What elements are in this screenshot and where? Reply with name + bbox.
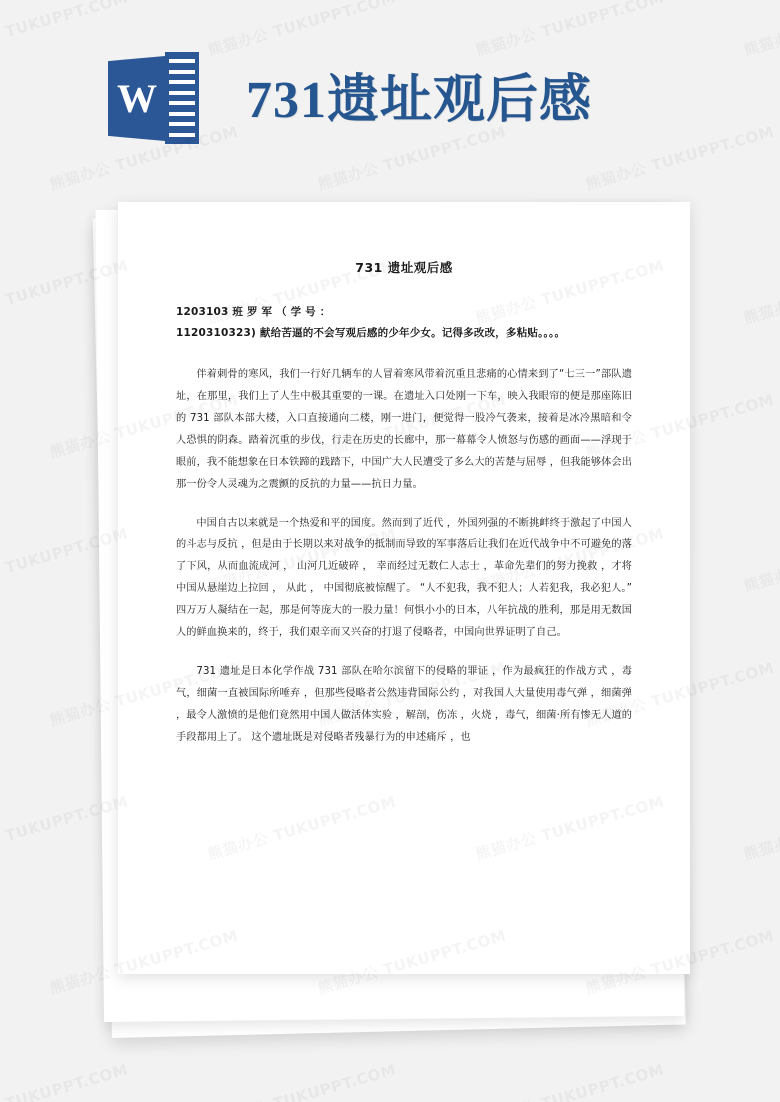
document-paragraph: 伴着刺骨的寒风，我们一行好几辆车的人冒着寒风带着沉重且悲痛的心情来到了“七三一”部队遗址，在那里，我们上了人生中极其重要的一课。在遗址入口处刚一下车，映入我眼帘的便是那座陈旧的 731 部队本部大楼，入口直接通向二楼，刚一进门，便觉得一股冷气袭来，接着是冰冷黑暗和令人恐惧的阴森。踏着沉重的步伐，行走在历史的长廊中，那一幕幕令人愤怒与伤感的画面——浮现于眼前，我不能想象在日本铁蹄的践踏下，中国广大人民遭受了多么大的苦楚与屈辱 ，但我能够体会出那一份令人灵魂为之震颤的反抗的力量——抗日力量。 xyxy=(176,369,632,490)
watermark-text xyxy=(741,523,780,597)
doc-line xyxy=(169,80,195,84)
watermark-text xyxy=(741,1059,780,1102)
watermark-text xyxy=(741,791,780,865)
document-title: 731 遗址观后感 xyxy=(355,260,453,275)
watermark-text xyxy=(473,1059,666,1102)
document-paragraph: 中国自古以来就是一个热爱和平的国度。然而到了近代 ，外国列强的不断挑衅终于激起了中国人的斗志与反抗 ，但是由于长期以来对战争的抵制而导致的军事落后让我们在近代战争中不可避免的落了下风，从而血流成河 ， 山河几近破碎 ， 幸而经过无数仁人志士 ，革命先辈们的努力挽救 ，才将中国从悬崖边上拉回 ， 从此 ， 中国彻底被惊醒了。 “人不犯我，我不犯人；人若犯我，我必犯人。” 四万万人凝结在一起，那是何等庞大的一股力量！何惧小小的日本，八年抗战的胜利，那是用无数国人的鲜血换来的，终于，我们艰辛而又兴奋的打退了侵略者，中国向世界证明了自己。 xyxy=(176,517,632,639)
document-body xyxy=(118,202,690,749)
watermark-text xyxy=(741,255,780,329)
doc-line xyxy=(169,122,195,126)
word-icon-letter: W xyxy=(117,75,156,121)
doc-line xyxy=(169,133,195,137)
doc-line xyxy=(169,101,195,105)
doc-line xyxy=(169,112,195,116)
byline-line-1: 1203103 班 罗 军 （ 学 号 ： xyxy=(176,306,331,318)
byline-line-2: 1120310323) 献给苦逼的不会写观后感的少年少女。记得多改改，多粘贴。。。。 xyxy=(176,327,566,339)
doc-line xyxy=(169,70,195,74)
word-icon-document-lines xyxy=(165,52,199,144)
watermark-text xyxy=(0,1059,130,1102)
page-title: 731遗址观后感 xyxy=(246,72,593,129)
document-paragraph: 731 遗址是日本化学作战 731 部队在哈尔滨留下的侵略的罪证 ，作为最疯狂的作战方式 ，毒气，细菌一直被国际所唾弃 ，但那些侵略者公然违背国际公约 ，对我国人大量使用毒气弹 ，细菌弹 ，最令人激愤的是他们竟然用中国人做活体实验 ，解剖，伤冻 ，火烧 ，毒气，细菌·所有惨无人道的手段都用上了。 这个遗址既是对侵略者残暴行为的申述痛斥 ，也 xyxy=(176,666,632,743)
document-byline xyxy=(176,302,632,344)
doc-line xyxy=(169,59,195,63)
word-file-icon xyxy=(108,52,200,144)
doc-line xyxy=(169,91,195,95)
page-header xyxy=(0,0,780,202)
watermark-text xyxy=(205,1059,398,1102)
document-page[interactable] xyxy=(118,202,690,974)
